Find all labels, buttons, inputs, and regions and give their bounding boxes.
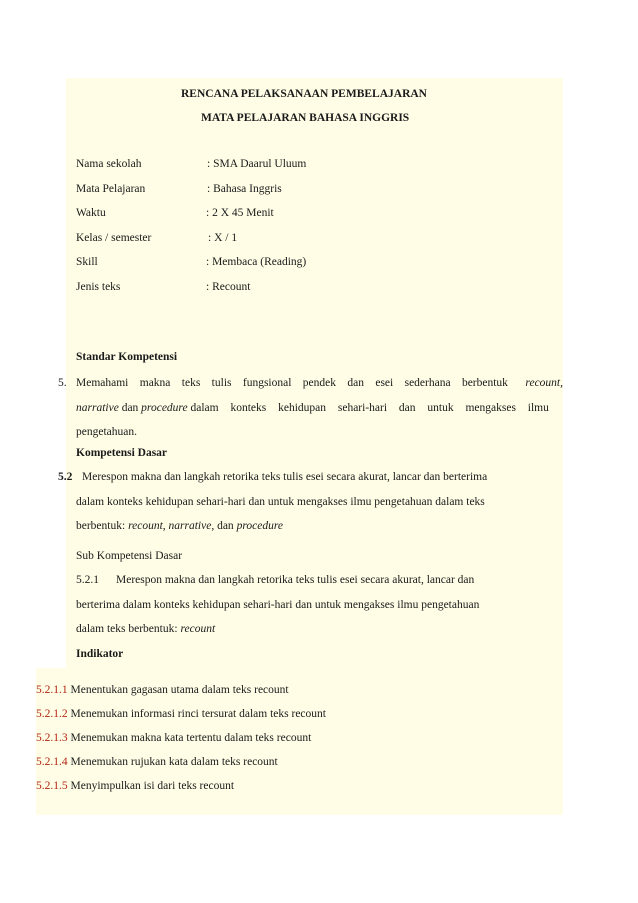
list-item (36, 731, 311, 745)
identity-label-school: Nama sekolah (76, 158, 142, 170)
list-item (36, 683, 289, 697)
kd-line-3-em-narrative: narrative, (168, 520, 215, 532)
sk-line-3: pengetahuan. (76, 426, 137, 438)
kd-line-2: dalam konteks kehidupan sehari-hari dan untuk mengakses ilmu pengetahuan dalam teks (76, 496, 485, 508)
list-item (36, 755, 278, 769)
sk-line-2 (76, 401, 549, 415)
indicator-text: Menentukan gagasan utama dalam teks recount (70, 684, 289, 696)
sub-kompetensi-dasar-heading: Sub Kompetensi Dasar (76, 550, 183, 562)
subkd-line-1: Merespon makna dan langkah retorika teks tulis esei secara akurat, lancar dan (116, 574, 475, 586)
identity-value-skill: : Membaca (Reading) (206, 256, 307, 268)
kd-line-3-comma: , (162, 520, 166, 532)
identity-label-text-type: Jenis teks (76, 281, 121, 293)
identity-label-time: Waktu (76, 207, 106, 219)
subkd-line-2: berterima dalam konteks kehidupan sehari-hari dan untuk mengakses ilmu pengetahuan (76, 599, 480, 611)
identity-label-subject: Mata Pelajaran (76, 183, 146, 195)
identity-value-class: : X / 1 (208, 232, 238, 244)
indicator-text: Menemukan informasi rinci tersurat dalam teks recount (70, 708, 326, 720)
subkd-line-3-em: recount (180, 623, 216, 635)
sk-line-2-text: dalam konteks kehidupan sehari-hari dan untuk mengakses ilmu (190, 402, 549, 414)
subkd-line-3-text: dalam teks berbentuk: (76, 623, 178, 635)
indicator-text: Menemukan makna kata tertentu dalam teks recount (70, 732, 312, 744)
sk-line-2-and: dan (121, 402, 139, 414)
kd-line-3-text: berbentuk: (76, 520, 126, 532)
kd-line-3-and: dan (217, 520, 234, 532)
indicator-number: 5.2.1.2 (36, 708, 68, 720)
sk-line-1 (76, 376, 563, 390)
kd-number: 5.2 (58, 471, 73, 483)
identity-label-skill: Skill (76, 256, 98, 268)
document-subtitle: MATA PELAJARAN BAHASA INGGRIS (201, 112, 410, 124)
subkd-line-3 (76, 622, 215, 636)
sk-number: 5. (58, 377, 67, 389)
sk-line-2-em-procedure: procedure (141, 402, 188, 414)
sk-line-2-em-narrative: narrative (76, 402, 119, 414)
sk-line-1-em: recount, (525, 377, 563, 389)
list-item (36, 707, 326, 721)
kd-line-3-em-recount: recount (128, 520, 163, 532)
kd-line-1: Merespon makna dan langkah retorika teks tulis esei secara akurat, lancar dan berterima (82, 471, 488, 483)
indicator-text: Menemukan rujukan kata dalam teks recount (70, 756, 278, 768)
identity-value-subject: : Bahasa Inggris (207, 183, 282, 195)
kompetensi-dasar-heading: Kompetensi Dasar (76, 447, 168, 459)
identity-value-time: : 2 X 45 Menit (206, 207, 274, 219)
indicator-number: 5.2.1.1 (36, 684, 68, 696)
kd-line-3-em-procedure: procedure (236, 520, 283, 532)
document-title: RENCANA PELAKSANAAN PEMBELAJARAN (181, 88, 427, 100)
identity-label-class: Kelas / semester (76, 232, 152, 244)
list-item (36, 779, 234, 793)
kd-line-3 (76, 519, 283, 533)
indikator-heading: Indikator (76, 648, 124, 660)
identity-value-school: : SMA Daarul Uluum (207, 158, 307, 170)
standar-kompetensi-heading: Standar Kompetensi (76, 351, 178, 363)
indicator-number: 5.2.1.5 (36, 780, 68, 792)
sk-line-1-text: Memahami makna teks tulis fungsional pendek dan esei sederhana berbentuk (76, 377, 508, 389)
identity-value-text-type: : Recount (206, 281, 251, 293)
indicator-number: 5.2.1.4 (36, 756, 68, 768)
subkd-number: 5.2.1 (76, 574, 99, 586)
indicator-number: 5.2.1.3 (36, 732, 68, 744)
indicator-text: Menyimpulkan isi dari teks recount (70, 780, 235, 792)
